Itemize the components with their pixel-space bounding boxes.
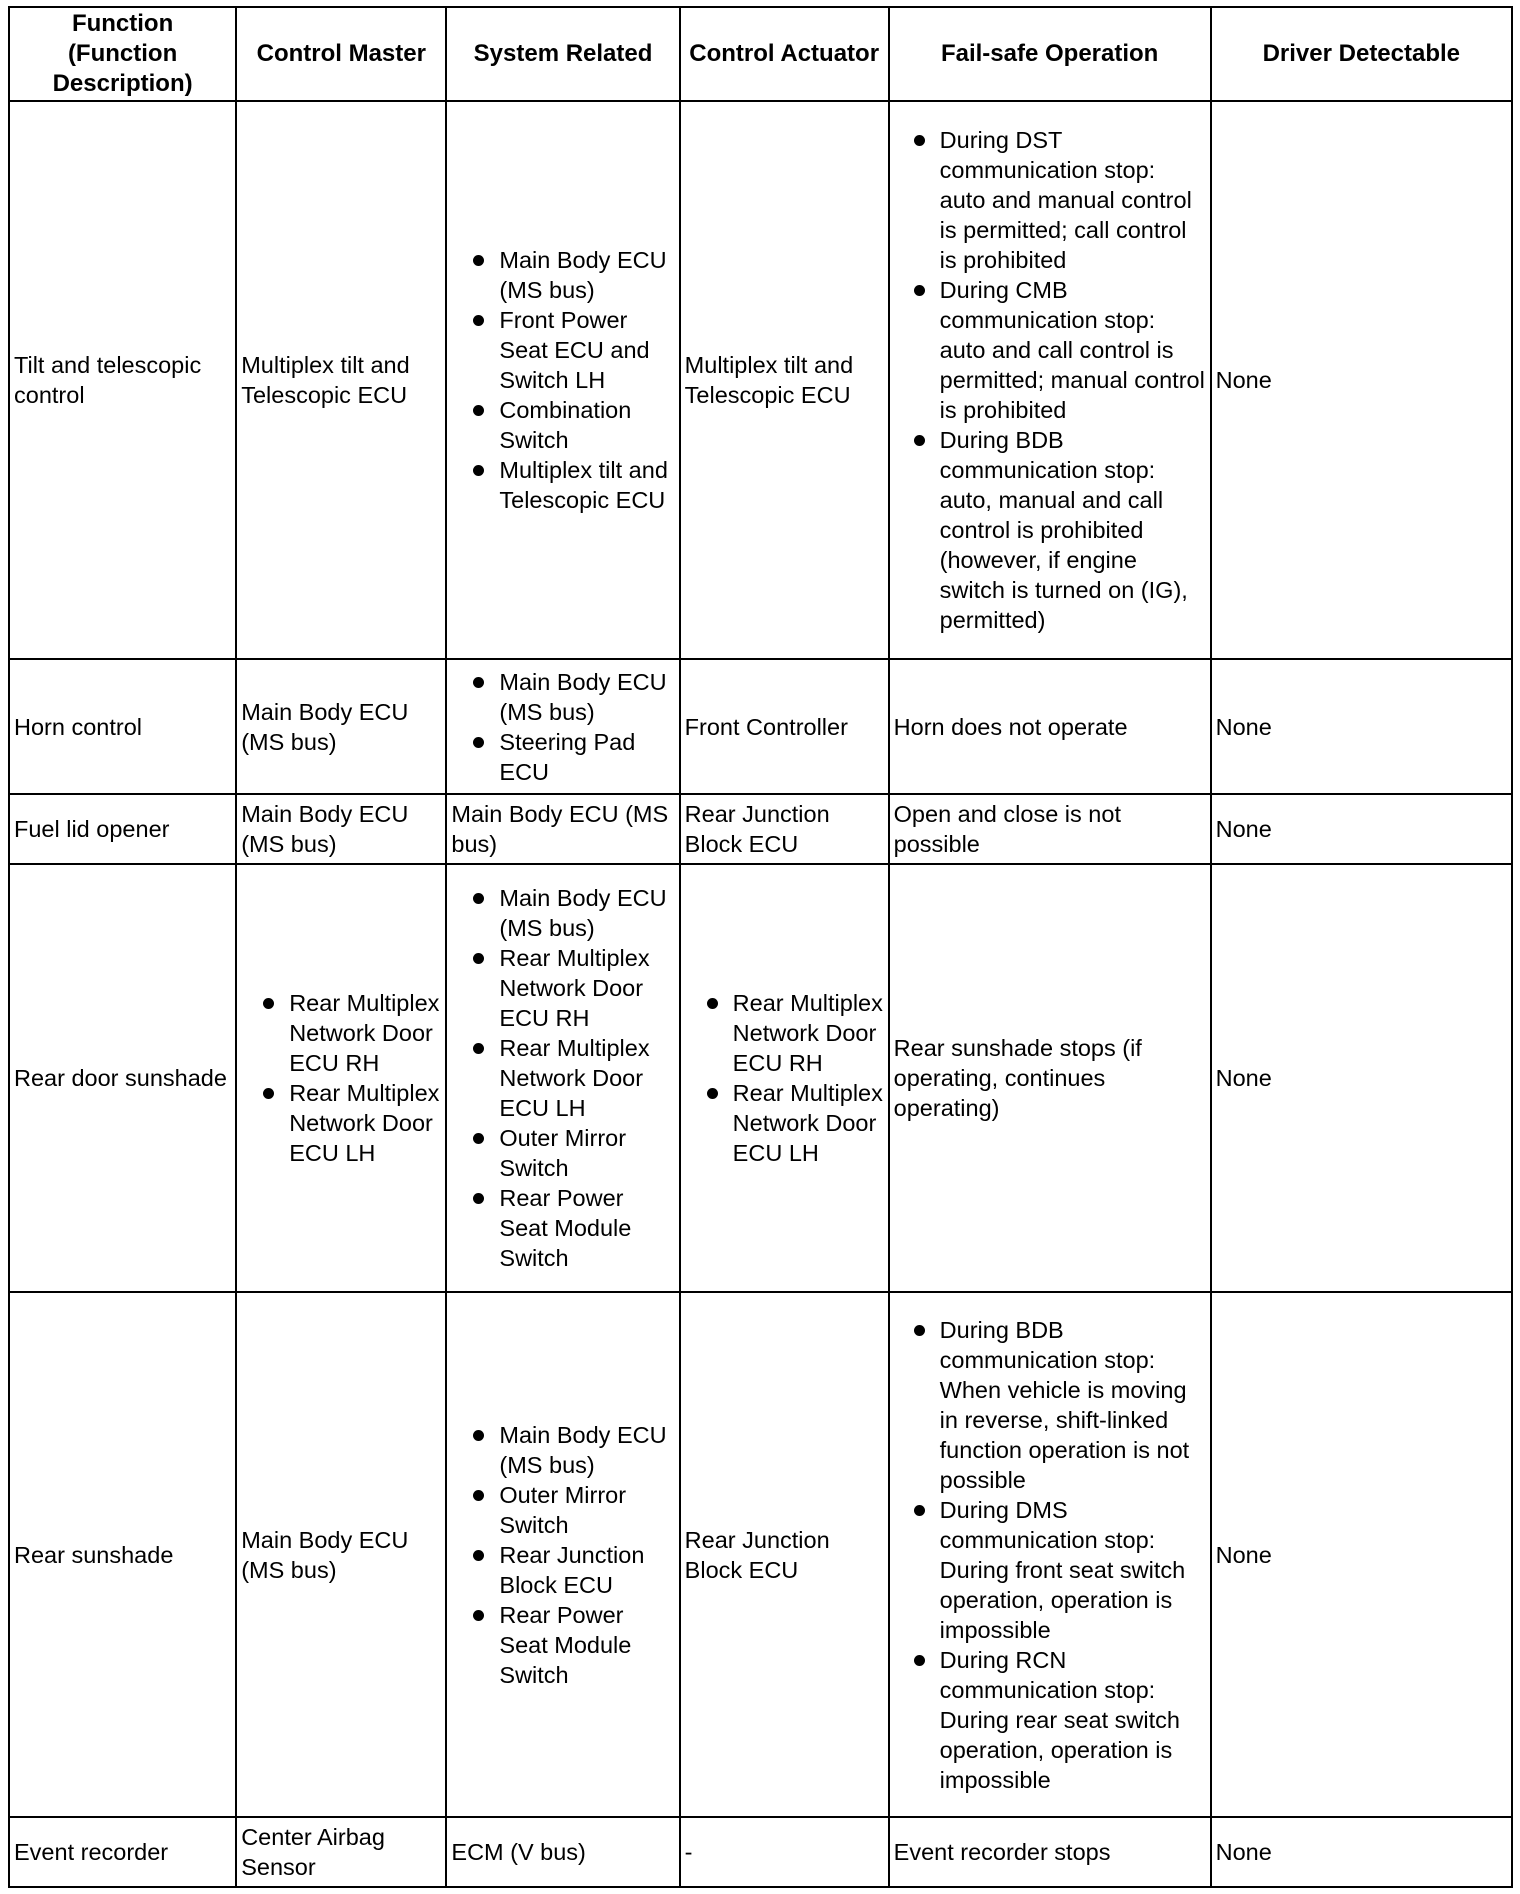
- table-row: [9, 794, 1512, 864]
- list-item: During RCN communication stop: During rear seat switch operation, operation is impossible: [894, 1645, 1206, 1795]
- fail-safe-cell: Event recorder stops: [889, 1817, 1211, 1887]
- control-master-cell: Center Airbag Sensor: [236, 1817, 446, 1887]
- driver-detectable-cell: None: [1211, 659, 1512, 794]
- control-actuator-cell: -: [680, 1817, 889, 1887]
- function-cell: Rear door sunshade: [9, 864, 236, 1292]
- list-item: During CMB communication stop: auto and call control is permitted; manual control is prohibited: [894, 275, 1206, 425]
- list-item: Rear Power Seat Module Switch: [451, 1600, 674, 1690]
- driver-detectable-cell: None: [1211, 864, 1512, 1292]
- system-related-cell: ECM (V bus): [446, 1817, 679, 1887]
- list-item: Main Body ECU (MS bus): [451, 245, 674, 305]
- list-item: During DMS communication stop: During front seat switch operation, operation is impossible: [894, 1495, 1206, 1645]
- list-item: Main Body ECU (MS bus): [451, 667, 674, 727]
- list-item: Rear Multiplex Network Door ECU RH: [685, 988, 884, 1078]
- header-row: [9, 7, 1512, 101]
- function-table: [8, 6, 1513, 1888]
- fail-safe-cell: Rear sunshade stops (if operating, continues operating): [889, 864, 1211, 1292]
- control-actuator-cell: Rear Junction Block ECU: [680, 794, 889, 864]
- function-cell: Event recorder: [9, 1817, 236, 1887]
- list-item: Steering Pad ECU: [451, 727, 674, 787]
- table-row: [9, 1292, 1512, 1818]
- system-related-cell: Main Body ECU (MS bus): [446, 794, 679, 864]
- driver-detectable-cell: None: [1211, 1817, 1512, 1887]
- list-item: Front Power Seat ECU and Switch LH: [451, 305, 674, 395]
- function-cell: Horn control: [9, 659, 236, 794]
- fail-safe-cell: Open and close is not possible: [889, 794, 1211, 864]
- table-row: [9, 1817, 1512, 1887]
- col-header-fail-safe: Fail-safe Operation: [889, 7, 1211, 101]
- control-actuator-cell: [680, 864, 889, 1292]
- fail-safe-cell: [889, 1292, 1211, 1818]
- driver-detectable-cell: None: [1211, 1292, 1512, 1818]
- system-related-cell: [446, 864, 679, 1292]
- list-item: Rear Power Seat Module Switch: [451, 1183, 674, 1273]
- list-item: During BDB communication stop: When vehicle is moving in reverse, shift-linked function operation is not possible: [894, 1315, 1206, 1495]
- table-row: [9, 101, 1512, 659]
- list-item: Rear Multiplex Network Door ECU LH: [451, 1033, 674, 1123]
- col-header-driver-detectable: Driver Detectable: [1211, 7, 1512, 101]
- list-item: Rear Multiplex Network Door ECU LH: [241, 1078, 441, 1168]
- table-row: [9, 864, 1512, 1292]
- control-master-cell: Main Body ECU (MS bus): [236, 1292, 446, 1818]
- control-master-cell: Multiplex tilt and Telescopic ECU: [236, 101, 446, 659]
- col-header-system-related: System Related: [446, 7, 679, 101]
- col-header-function: Function (Function Description): [9, 7, 236, 101]
- control-actuator-cell: Front Controller: [680, 659, 889, 794]
- system-related-cell: [446, 101, 679, 659]
- system-related-cell: [446, 659, 679, 794]
- col-header-control-actuator: Control Actuator: [680, 7, 889, 101]
- list-item: Main Body ECU (MS bus): [451, 883, 674, 943]
- control-master-cell: [236, 864, 446, 1292]
- list-item: Rear Multiplex Network Door ECU RH: [451, 943, 674, 1033]
- list-item: Rear Multiplex Network Door ECU LH: [685, 1078, 884, 1168]
- list-item: Multiplex tilt and Telescopic ECU: [451, 455, 674, 515]
- control-actuator-cell: Rear Junction Block ECU: [680, 1292, 889, 1818]
- function-cell: Fuel lid opener: [9, 794, 236, 864]
- control-master-cell: Main Body ECU (MS bus): [236, 659, 446, 794]
- driver-detectable-cell: None: [1211, 794, 1512, 864]
- fail-safe-cell: Horn does not operate: [889, 659, 1211, 794]
- driver-detectable-cell: None: [1211, 101, 1512, 659]
- list-item: During DST communication stop: auto and manual control is permitted; call control is prohibited: [894, 125, 1206, 275]
- control-actuator-cell: Multiplex tilt and Telescopic ECU: [680, 101, 889, 659]
- function-cell: Tilt and telescopic control: [9, 101, 236, 659]
- fail-safe-cell: [889, 101, 1211, 659]
- list-item: Combination Switch: [451, 395, 674, 455]
- col-header-control-master: Control Master: [236, 7, 446, 101]
- list-item: Outer Mirror Switch: [451, 1480, 674, 1540]
- function-cell: Rear sunshade: [9, 1292, 236, 1818]
- list-item: During BDB communication stop: auto, manual and call control is prohibited (however, if engine switch is turned on (IG), permitted): [894, 425, 1206, 635]
- list-item: Main Body ECU (MS bus): [451, 1420, 674, 1480]
- table-row: [9, 659, 1512, 794]
- list-item: Rear Multiplex Network Door ECU RH: [241, 988, 441, 1078]
- list-item: Outer Mirror Switch: [451, 1123, 674, 1183]
- system-related-cell: [446, 1292, 679, 1818]
- control-master-cell: Main Body ECU (MS bus): [236, 794, 446, 864]
- list-item: Rear Junction Block ECU: [451, 1540, 674, 1600]
